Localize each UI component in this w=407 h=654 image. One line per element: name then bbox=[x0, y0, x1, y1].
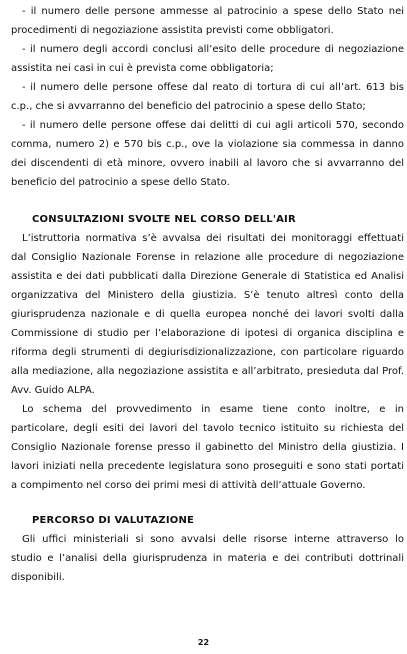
paragraph-line: L’istruttoria normativa s’è avvalsa dei risultati dei monitoraggi effettuati bbox=[22, 233, 404, 244]
section-heading: PERCORSO DI VALUTAZIONE bbox=[32, 515, 195, 526]
paragraph-line: assistita e dei dati pubblicati dalla Direzione Generale di Statistica ed Analisi bbox=[11, 271, 404, 282]
paragraph-line: dal Consiglio Nazionale Forense in relazione alle procedure di negoziazione bbox=[11, 252, 404, 263]
paragraph-line: Commissione di studio per l’elaborazione di ipotesi di organica disciplina e bbox=[11, 328, 404, 339]
section-heading: CONSULTAZIONI SVOLTE NEL CORSO DELL'AIR bbox=[32, 214, 296, 225]
paragraph-line: alla mediazione, alla negoziazione assistita e all’arbitrato, presieduta dal Prof. bbox=[11, 366, 404, 377]
list-item-line: - il numero delle persone ammesse al patrocinio a spese dello Stato nei bbox=[22, 6, 404, 17]
intro-list bbox=[11, 2, 404, 192]
section-consultazioni bbox=[11, 210, 404, 495]
paragraph-line: Consiglio Nazionale forense presso il gabinetto del Ministro della giustizia. I bbox=[11, 442, 404, 453]
list-item-line: - il numero delle persone offese dai delitti di cui agli articoli 570, secondo bbox=[22, 120, 404, 131]
paragraph-line: riforma degli strumenti di degiurisdizionalizzazione, con particolare riguardo bbox=[11, 347, 404, 358]
paragraph-line: Avv. Guido ALPA. bbox=[11, 385, 95, 396]
list-item-line: c.p., che si avvarranno del beneficio del patrocinio a spese dello Stato; bbox=[11, 101, 366, 112]
paragraph bbox=[11, 400, 404, 495]
list-item-line: - il numero delle persone offese dal reato di tortura di cui all’art. 613 bis bbox=[22, 82, 404, 93]
paragraph-line: disponibili. bbox=[11, 572, 65, 583]
list-item-line: assistita nei casi in cui è prevista come obbligatoria; bbox=[11, 63, 274, 74]
list-item-line: - il numero degli accordi conclusi all’esito delle procedure di negoziazione bbox=[22, 44, 404, 55]
paragraph bbox=[11, 229, 404, 400]
paragraph-line: Gli uffici ministeriali si sono avvalsi delle risorse interne attraverso lo bbox=[22, 534, 404, 545]
paragraph-line: giurisprudenza nazionale e di quella europea nonché dei lavori svolti dalla bbox=[11, 309, 404, 320]
section-percorso bbox=[11, 511, 404, 587]
paragraph-line: a compimento nel corso dei primi mesi di attività dell’attuale Governo. bbox=[11, 480, 366, 491]
paragraph-line: organizzativa del Ministero della giustizia. S’è tenuto altresì conto della bbox=[11, 290, 404, 301]
paragraph-line: Lo schema del provvedimento in esame tiene conto inoltre, e in bbox=[22, 404, 404, 415]
paragraph-line: studio e l’analisi della giurisprudenza in materia e dei contributi dottrinali bbox=[11, 553, 404, 564]
list-item-line: beneficio del patrocinio a spese dello Stato. bbox=[11, 177, 230, 188]
list-item-line: procedimenti di negoziazione assistita previsti come obbligatori. bbox=[11, 25, 334, 36]
list-item-line: dei discendenti di età minore, ovvero inabili al lavoro che si avvarranno del bbox=[11, 158, 404, 169]
paragraph-line: particolare, degli esiti dei lavori del tavolo tecnico istituito su richiesta del bbox=[11, 423, 404, 434]
list-item-line: comma, numero 2) e 570 bis c.p., ove la violazione sia commessa in danno bbox=[11, 139, 404, 150]
paragraph-line: lavori iniziati nella precedente legislatura sono proseguiti e sono stati portati bbox=[11, 461, 404, 472]
paragraph bbox=[11, 530, 404, 587]
page-content bbox=[11, 2, 404, 587]
page-number: 22 bbox=[197, 638, 210, 647]
